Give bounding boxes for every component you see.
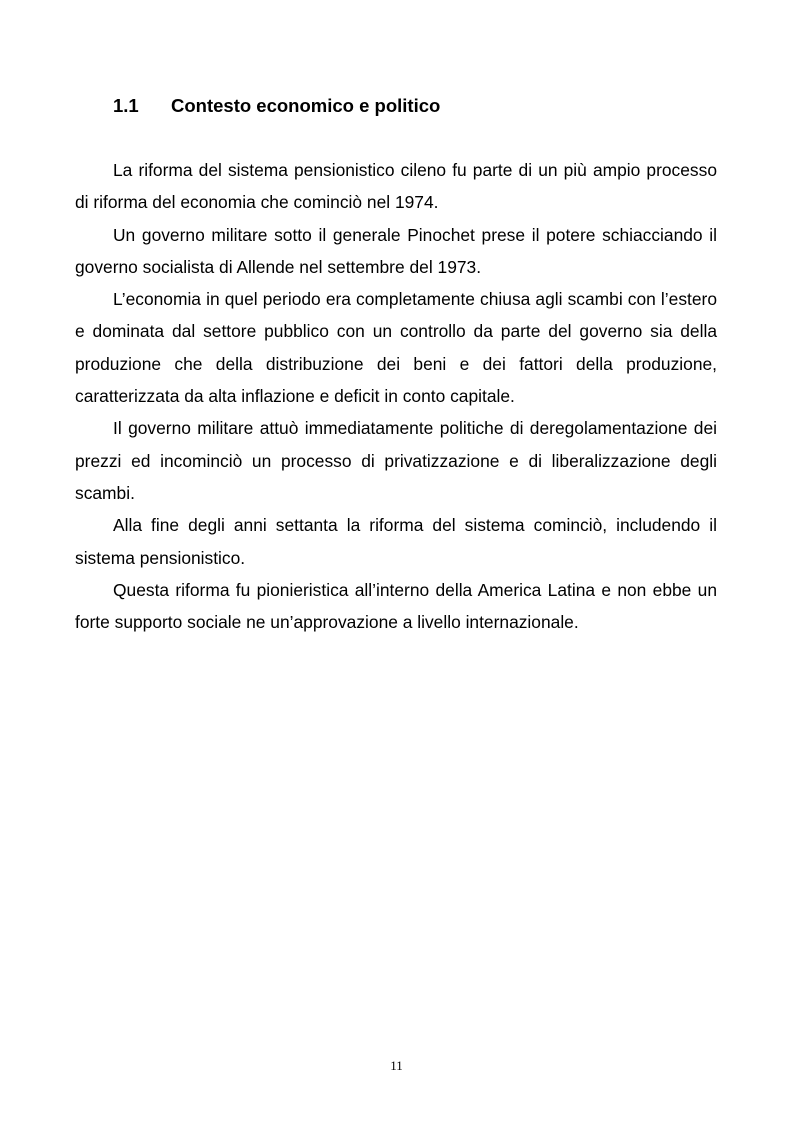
page-number: 11 bbox=[390, 1058, 403, 1073]
paragraph: Il governo militare attuò immediatamente politiche di deregolamentazione dei prezzi ed incominciò un processo di privatizzazione e di liberalizzazione degli scambi. bbox=[75, 418, 717, 503]
section-number: 1.1 bbox=[113, 95, 139, 116]
paragraph: L’economia in quel periodo era completamente chiusa agli scambi con l’estero e dominata dal settore pubblico con un controllo da parte del governo sia della produzione che della distribuzione dei beni e dei fattori della produzione, caratterizzata da alta inflazione e deficit in conto capitale. bbox=[75, 289, 717, 407]
paragraph: La riforma del sistema pensionistico cileno fu parte di un più ampio processo di riforma del economia che cominciò nel 1974. bbox=[75, 160, 717, 213]
paragraph: Questa riforma fu pionieristica all’interno della America Latina e non ebbe un forte supporto sociale ne un’approvazione a livello internazionale. bbox=[75, 579, 717, 633]
section-title: Contesto economico e politico bbox=[171, 95, 441, 116]
body-text bbox=[75, 154, 717, 638]
section-heading bbox=[113, 94, 440, 118]
paragraph: Un governo militare sotto il generale Pinochet prese il potere schiacciando il governo socialista di Allende nel settembre del 1973. bbox=[75, 224, 717, 277]
paragraph: Alla fine degli anni settanta la riforma del sistema cominciò, includendo il sistema pensionistico. bbox=[75, 515, 717, 568]
